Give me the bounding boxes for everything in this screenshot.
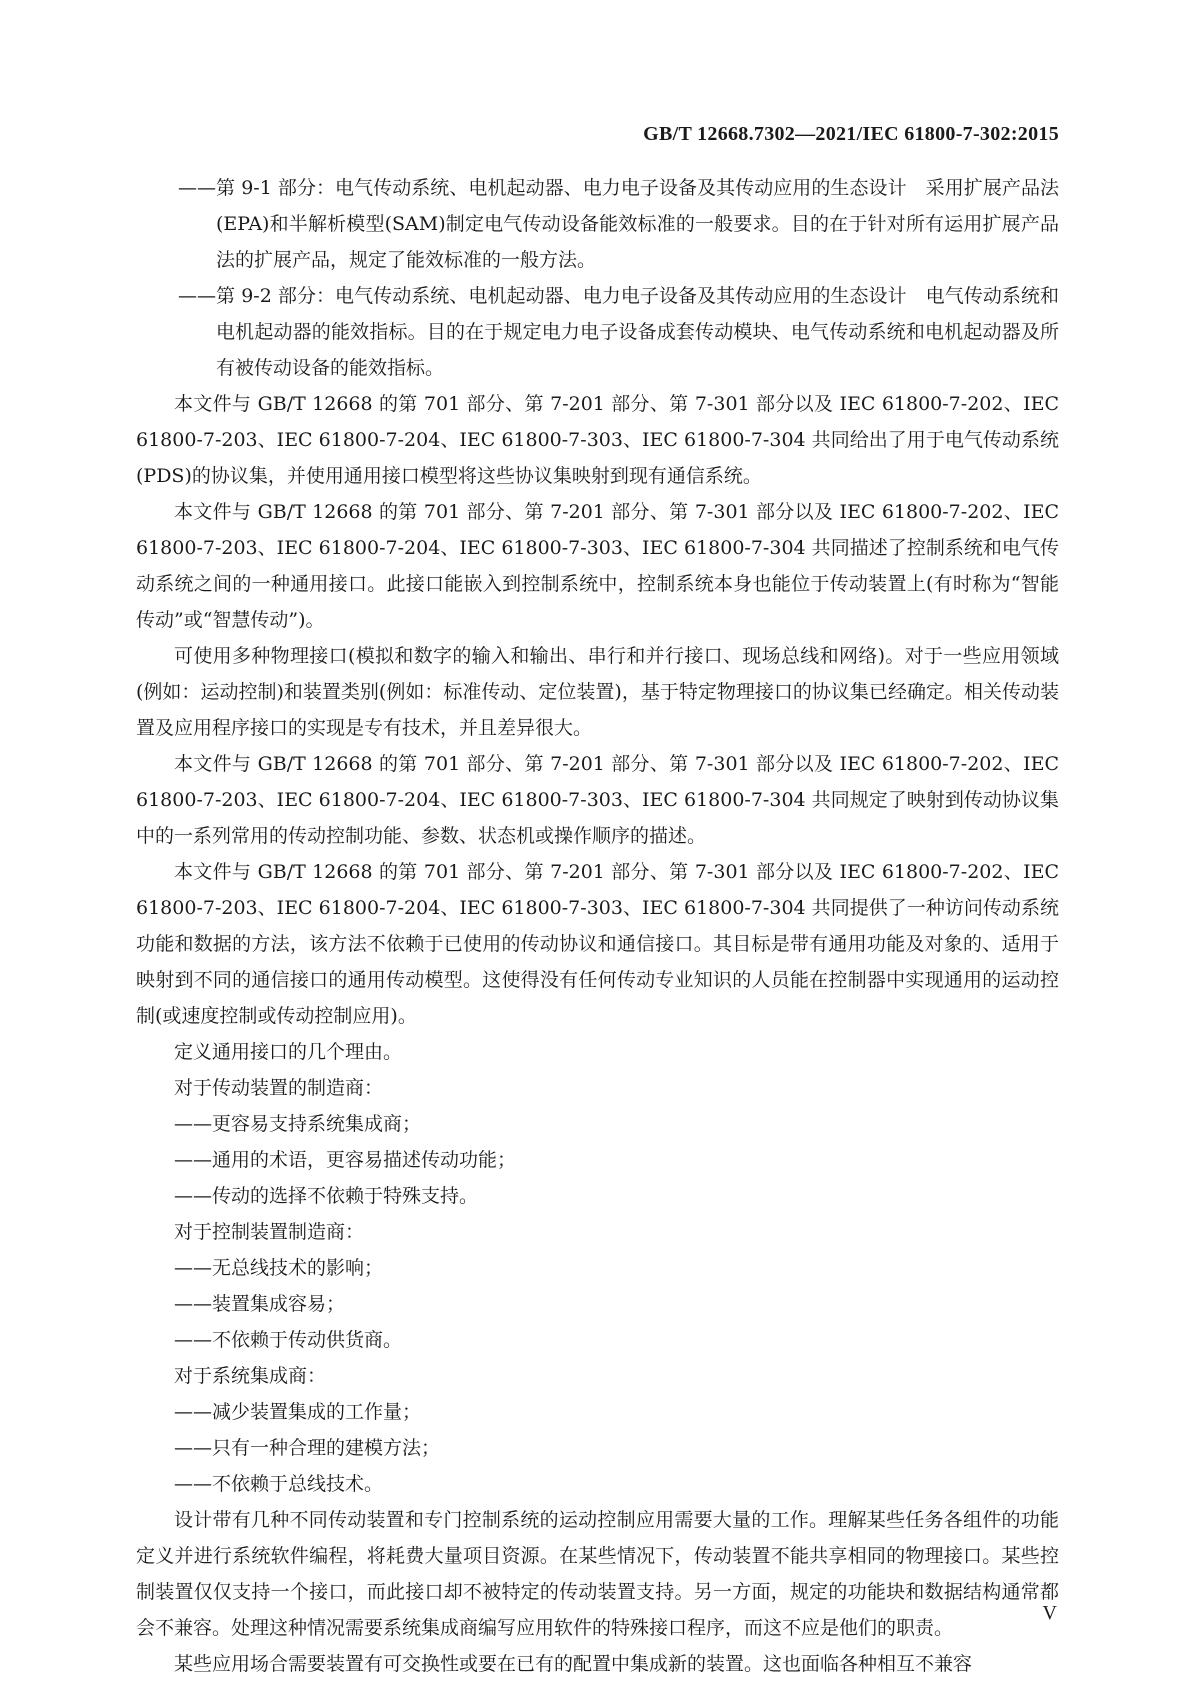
paragraph: 本文件与 GB/T 12668 的第 701 部分、第 7-201 部分、第 7-301 部分以及 IEC 61800-7-202、IEC 61800-7-203、IEC 61800-7-204、IEC 61800-7-303、IEC 61800-7-304 共同描述了控制系统和电气传动系统之间的一种通用接口。此接口能嵌入到控制系统中，控制系统本身也能位于传动装置上(有时称为“智能传动”或“智慧传动”)。 [136,501,1059,631]
paragraph: 某些应用场合需要装置有可交换性或要在已有的配置中集成新的装置。这也面临各种相互不兼容 [174,1653,973,1675]
list-item: ——第 9-1 部分：电气传动系统、电机起动器、电力电子设备及其传动应用的生态设计 采用扩展产品法(EPA)和半解析模型(SAM)制定电气传动设备能效标准的一般要求。目的在于针对所有运用扩展产品法的扩展产品，规定了能效标准的一般方法。 [178,177,1059,271]
paragraph: 对于控制装置制造商： [174,1221,365,1243]
document-body [136,170,1059,1682]
list-item: ——更容易支持系统集成商； [174,1113,422,1135]
list-item: ——传动的选择不依赖于特殊支持。 [174,1185,479,1207]
list-item: ——装置集成容易； [174,1293,346,1315]
list-item: ——不依赖于总线技术。 [174,1473,384,1495]
list-item: ——第 9-2 部分：电气传动系统、电机起动器、电力电子设备及其传动应用的生态设计 电气传动系统和电机起动器的能效指标。目的在于规定电力电子设备成套传动模块、电气传动系统和电机起动器及所有被传动设备的能效指标。 [178,285,1059,379]
paragraph: 本文件与 GB/T 12668 的第 701 部分、第 7-201 部分、第 7-301 部分以及 IEC 61800-7-202、IEC 61800-7-203、IEC 61800-7-204、IEC 61800-7-303、IEC 61800-7-304 共同规定了映射到传动协议集中的一系列常用的传动控制功能、参数、状态机或操作顺序的描述。 [136,753,1059,847]
paragraph: 对于传动装置的制造商： [174,1077,384,1099]
list-item: ——减少装置集成的工作量； [174,1401,422,1423]
list-item: ——通用的术语，更容易描述传动功能； [174,1149,517,1171]
list-item: ——不依赖于传动供货商。 [174,1329,403,1351]
paragraph: 设计带有几种不同传动装置和专门控制系统的运动控制应用需要大量的工作。理解某些任务各组件的功能定义并进行系统软件编程，将耗费大量项目资源。在某些情况下，传动装置不能共享相同的物理接口。某些控制装置仅仅支持一个接口，而此接口却不被特定的传动装置支持。另一方面，规定的功能块和数据结构通常都会不兼容。处理这种情况需要系统集成商编写应用软件的特殊接口程序，而这不应是他们的职责。 [136,1509,1059,1639]
list-item: ——无总线技术的影响； [174,1257,384,1279]
paragraph: 本文件与 GB/T 12668 的第 701 部分、第 7-201 部分、第 7-301 部分以及 IEC 61800-7-202、IEC 61800-7-203、IEC 61800-7-204、IEC 61800-7-303、IEC 61800-7-304 共同给出了用于电气传动系统(PDS)的协议集，并使用通用接口模型将这些协议集映射到现有通信系统。 [136,393,1059,487]
page-number: V [1042,1602,1057,1624]
standard-number-header: GB/T 12668.7302—2021/IEC 61800-7-302:2015 [643,123,1059,145]
paragraph: 对于系统集成商： [174,1365,327,1387]
paragraph: 可使用多种物理接口(模拟和数字的输入和输出、串行和并行接口、现场总线和网络)。对于一些应用领域(例如：运动控制)和装置类别(例如：标准传动、定位装置)，基于特定物理接口的协议集已经确定。相关传动装置及应用程序接口的实现是专有技术，并且差异很大。 [136,645,1059,739]
list-item: ——只有一种合理的建模方法； [174,1437,441,1459]
paragraph: 定义通用接口的几个理由。 [174,1041,403,1063]
paragraph: 本文件与 GB/T 12668 的第 701 部分、第 7-201 部分、第 7-301 部分以及 IEC 61800-7-202、IEC 61800-7-203、IEC 61800-7-204、IEC 61800-7-303、IEC 61800-7-304 共同提供了一种访问传动系统功能和数据的方法，该方法不依赖于已使用的传动协议和通信接口。其目标是带有通用功能及对象的、适用于映射到不同的通信接口的通用传动模型。这使得没有任何传动专业知识的人员能在控制器中实现通用的运动控制(或速度控制或传动控制应用)。 [136,861,1059,1027]
